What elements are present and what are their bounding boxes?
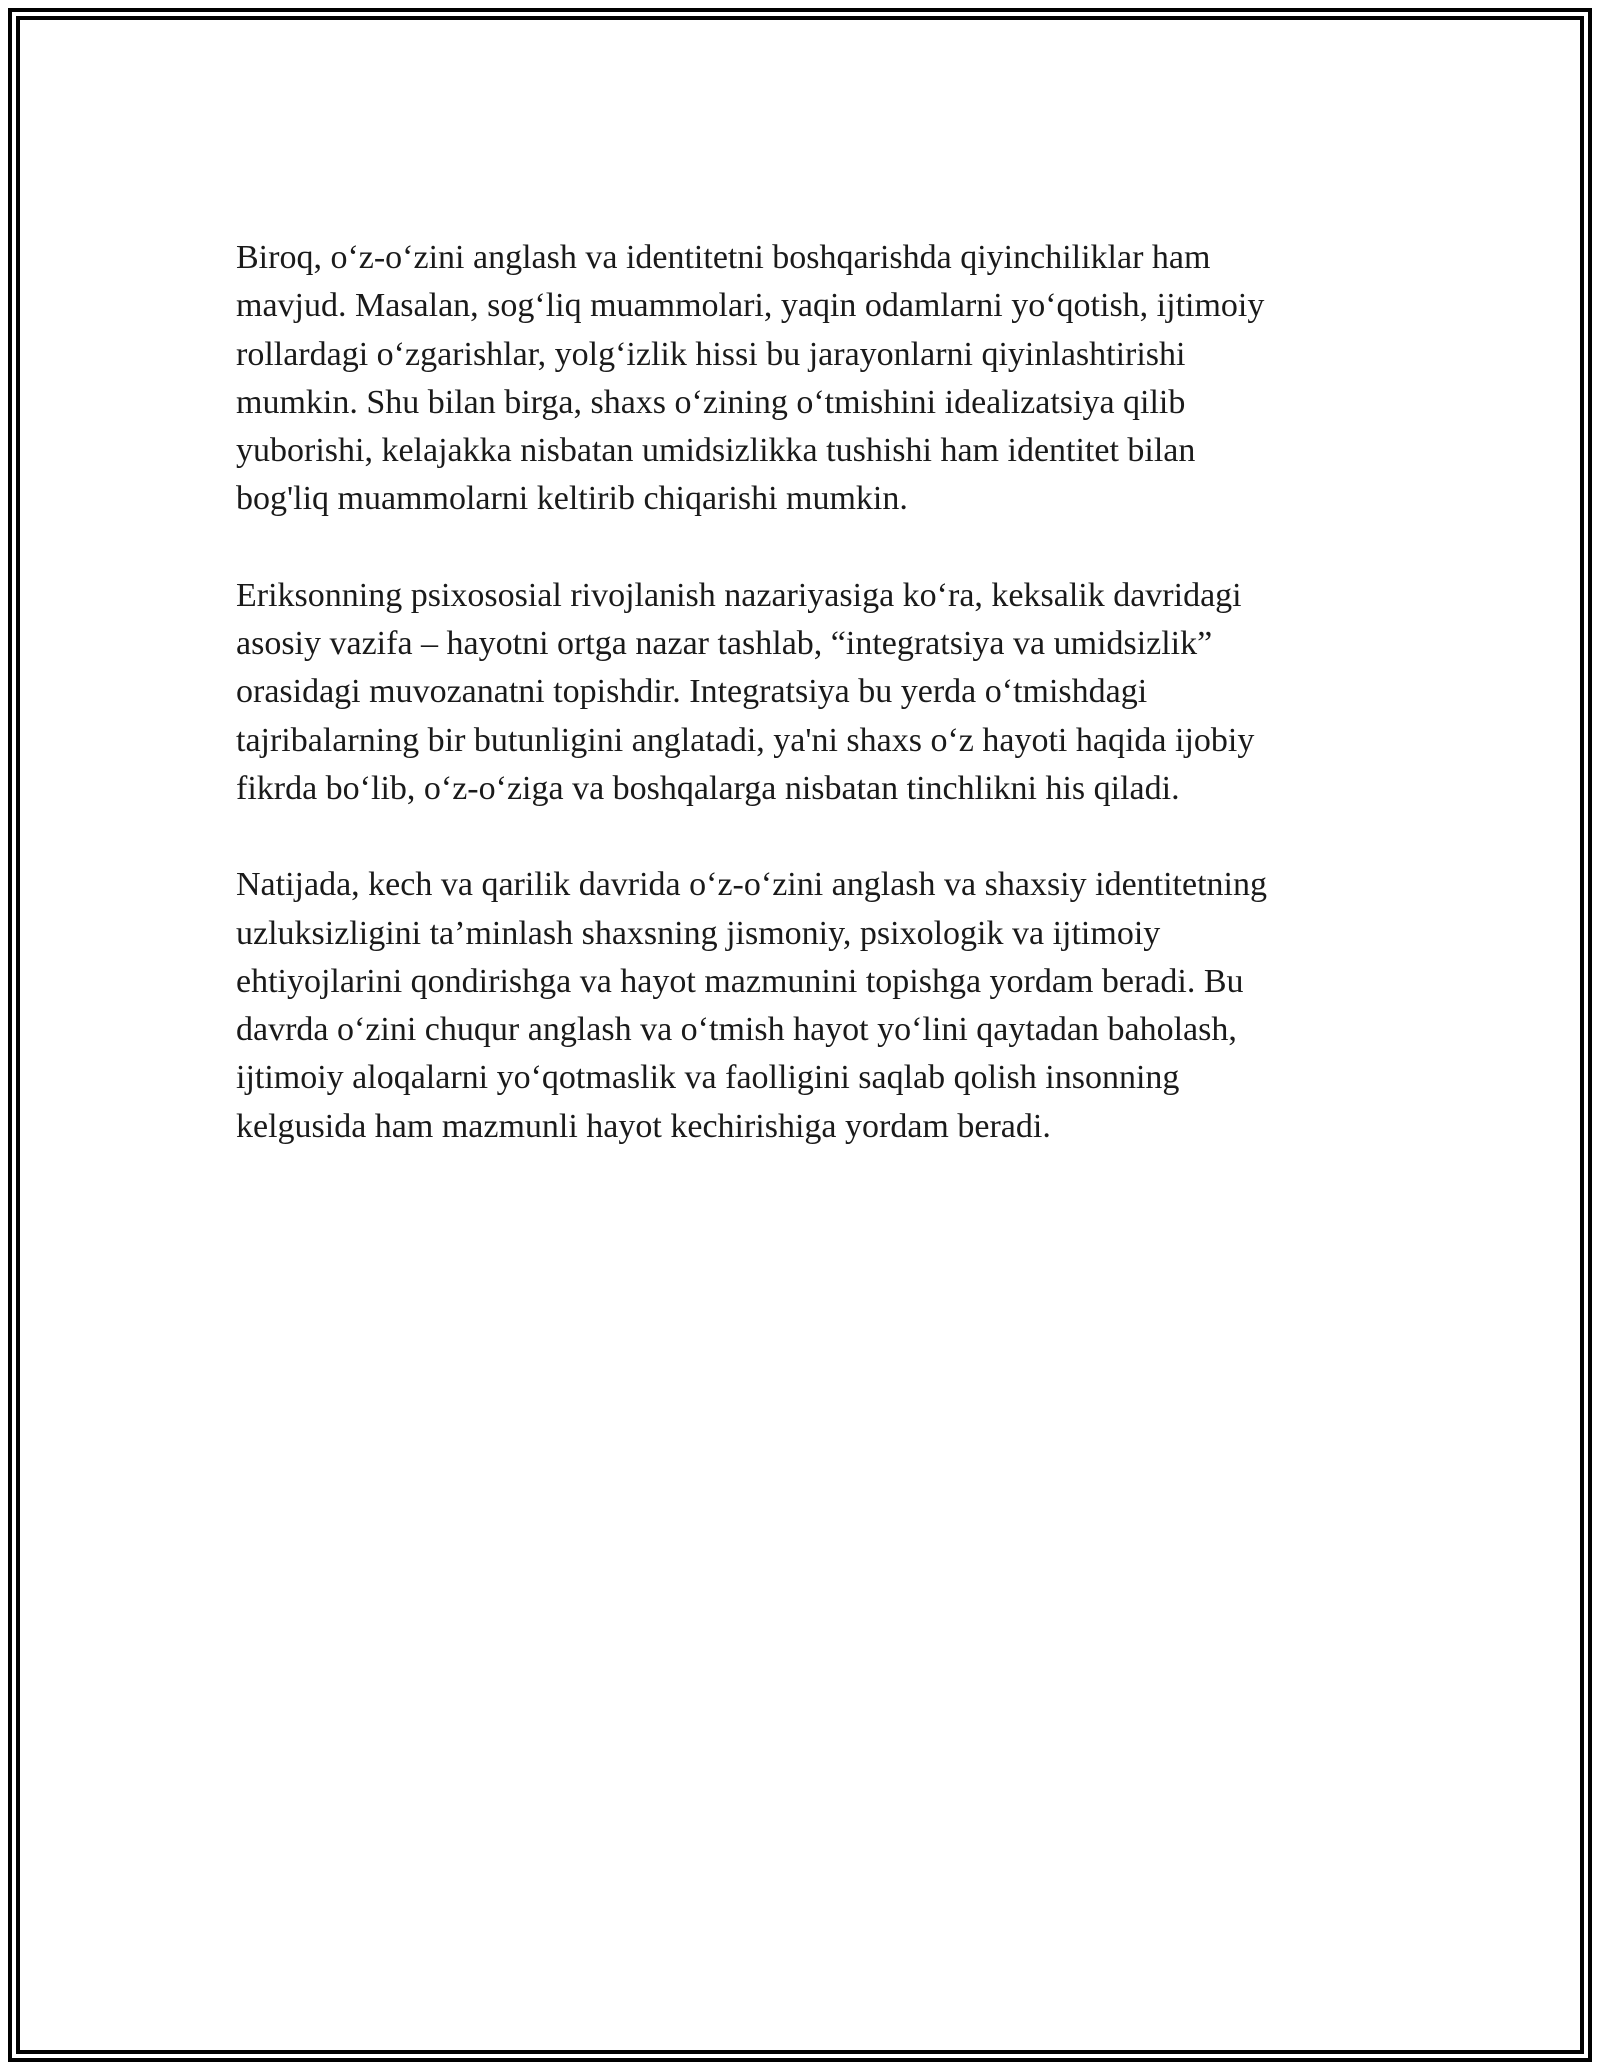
paragraph-2 [236,572,1366,813]
text-line: fikrda bo‘lib, o‘z-o‘ziga va boshqalarga nisbatan tinchlikni his qiladi. [236,769,1180,807]
text-line: tajribalarning bir butunligini anglatadi, ya'ni shaxs o‘z hayoti haqida ijobiy [236,721,1255,759]
text-line: mavjud. Masalan, sog‘liq muammolari, yaqin odamlarni yo‘qotish, ijtimoiy [236,287,1265,325]
document-body [236,234,1366,1199]
text-line: ehtiyojlarini qondirishga va hayot mazmunini topishga yordam beradi. Bu [236,962,1244,1000]
text-line: davrda o‘zini chuqur anglash va o‘tmish hayot yo‘lini qaytadan baholash, [236,1011,1237,1049]
text-line: mumkin. Shu bilan birga, shaxs o‘zining o‘tmishini idealizatsiya qilib [236,383,1186,421]
text-line: asosiy vazifa – hayotni ortga nazar tashlab, “integratsiya va umidsizlik” [236,625,1213,663]
text-line: orasidagi muvozanatni topishdir. Integratsiya bu yerda o‘tmishdagi [236,673,1148,711]
paragraph-3 [236,861,1366,1151]
text-line: Eriksonning psixososial rivojlanish nazariyasiga ko‘ra, keksalik davridagi [236,576,1242,614]
text-line: ijtimoiy aloqalarni yo‘qotmaslik va faolligini saqlab qolish insonning [236,1059,1180,1097]
text-line: Natijada, kech va qarilik davrida o‘z-o‘zini anglash va shaxsiy identitetning [236,866,1267,904]
text-line: Biroq, o‘z-o‘zini anglash va identitetni boshqarishda qiyinchiliklar ham [236,239,1211,276]
paragraph-1 [236,234,1366,524]
text-line: bog'liq muammolarni keltirib chiqarishi mumkin. [236,480,908,518]
text-line: yuborishi, kelajakka nisbatan umidsizlikka tushishi ham identitet bilan [236,432,1196,470]
text-line: rollardagi o‘zgarishlar, yolg‘izlik hissi bu jarayonlarni qiyinlashtirishi [236,335,1186,373]
text-line: kelgusida ham mazmunli hayot kechirishiga yordam beradi. [236,1107,1051,1145]
text-line: uzluksizligini ta’minlash shaxsning jismoniy, psixologik va ijtimoiy [236,914,1161,952]
